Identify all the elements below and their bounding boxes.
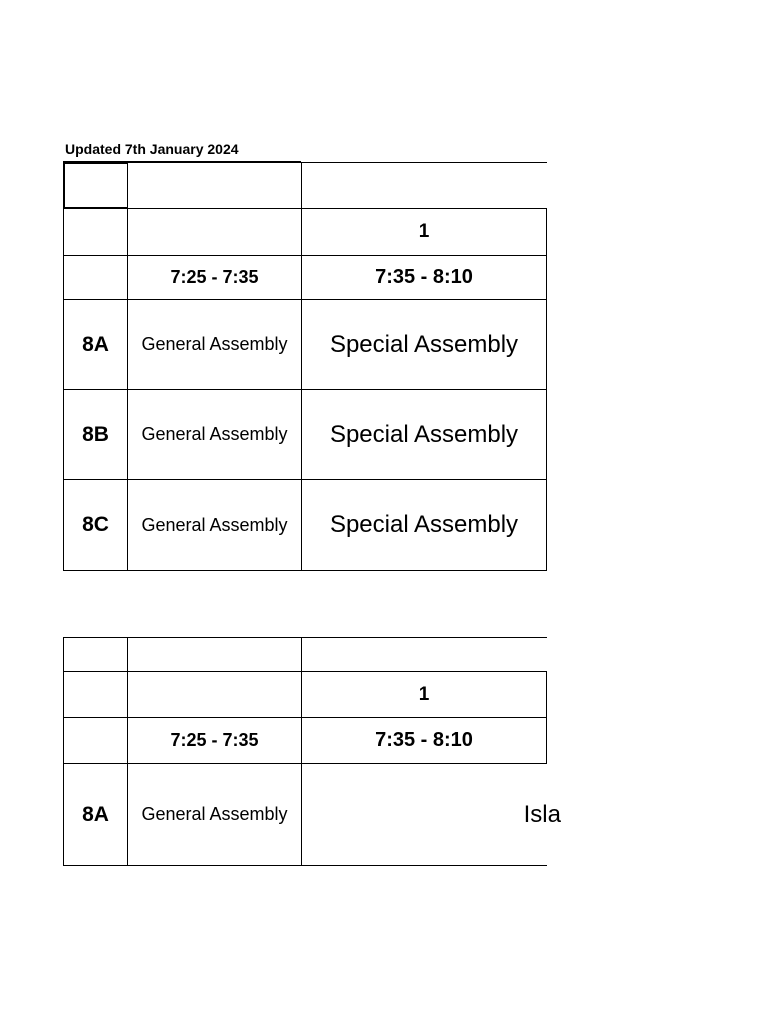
activity-cell: Special Assembly bbox=[301, 480, 547, 570]
activity-cell: Special Assembly bbox=[301, 300, 547, 389]
table-row-blank bbox=[63, 162, 547, 209]
time-slot-2: 7:35 - 8:10 bbox=[301, 256, 547, 299]
table-cell bbox=[127, 638, 301, 671]
table-row-times bbox=[63, 718, 547, 764]
period-number: 1 bbox=[301, 672, 547, 717]
table-row bbox=[63, 764, 561, 866]
activity-cell: General Assembly bbox=[127, 300, 301, 389]
table-row-blank bbox=[63, 637, 547, 672]
table-cell bbox=[127, 162, 301, 208]
table-row-period bbox=[63, 209, 547, 256]
corner-box bbox=[63, 162, 128, 209]
activity-cell: General Assembly bbox=[127, 764, 301, 865]
table-cell bbox=[127, 209, 301, 255]
activity-cell: General Assembly bbox=[127, 390, 301, 479]
activity-cell: General Assembly bbox=[127, 480, 301, 570]
period-number: 1 bbox=[301, 209, 547, 255]
table-cell bbox=[127, 672, 301, 717]
activity-text: Isla bbox=[523, 800, 561, 828]
table-cell bbox=[63, 718, 127, 763]
class-label: 8A bbox=[63, 300, 127, 389]
updated-label: Updated 7th January 2024 bbox=[65, 141, 239, 157]
time-slot-1: 7:25 - 7:35 bbox=[127, 718, 301, 763]
activity-cell bbox=[301, 764, 561, 865]
table-row-period bbox=[63, 672, 547, 718]
time-slot-1: 7:25 - 7:35 bbox=[127, 256, 301, 299]
table-cell bbox=[301, 638, 547, 671]
table-row-times bbox=[63, 256, 547, 300]
class-label: 8A bbox=[63, 764, 127, 865]
class-label: 8B bbox=[63, 390, 127, 479]
table-cell bbox=[63, 209, 127, 255]
table-cell bbox=[63, 256, 127, 299]
table-cell bbox=[301, 162, 547, 208]
table-row bbox=[63, 300, 547, 390]
table-cell bbox=[63, 638, 127, 671]
table-row bbox=[63, 390, 547, 480]
time-slot-2: 7:35 - 8:10 bbox=[301, 718, 547, 763]
class-label: 8C bbox=[63, 480, 127, 570]
table-row bbox=[63, 480, 547, 571]
activity-cell: Special Assembly bbox=[301, 390, 547, 479]
table-cell bbox=[63, 672, 127, 717]
